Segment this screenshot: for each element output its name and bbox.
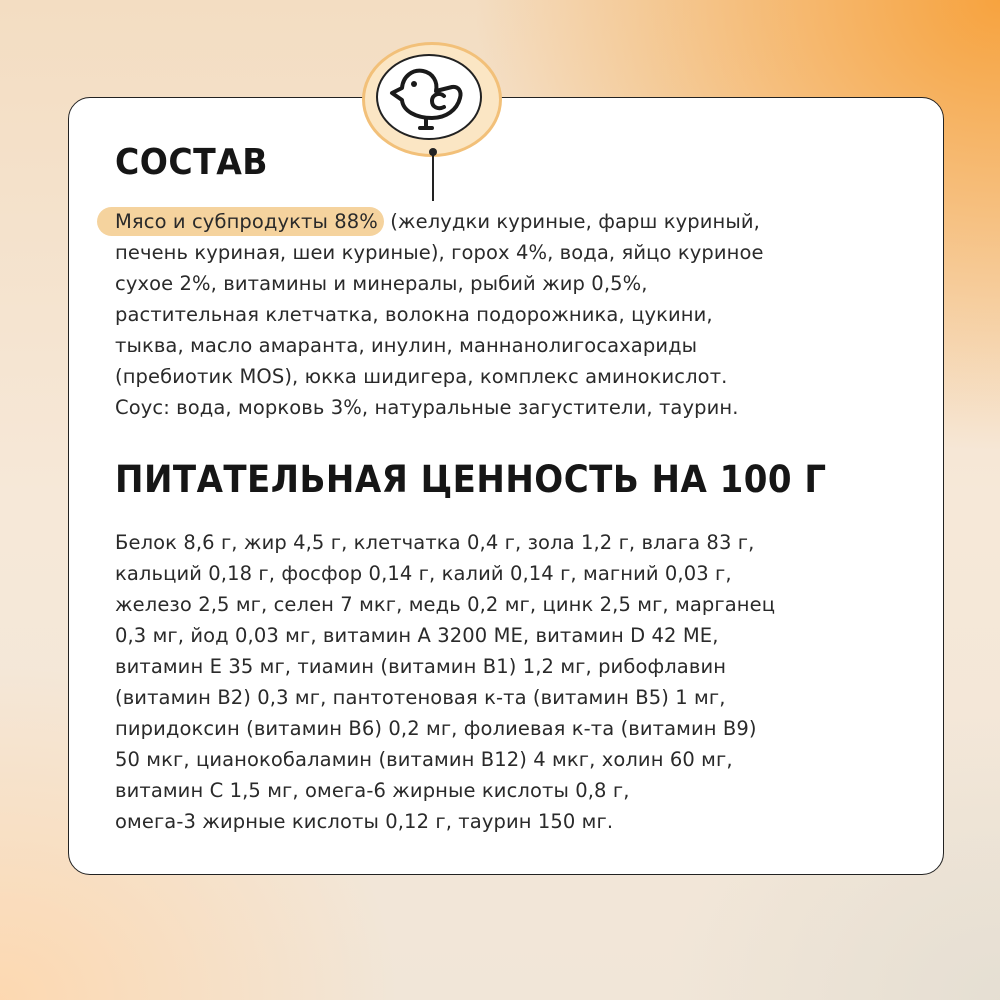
composition-line: растительная клетчатка, волокна подорожника, цукини,	[115, 303, 713, 326]
connector-line	[432, 153, 434, 201]
composition-text	[115, 206, 764, 423]
nutrition-line: витамин С 1,5 мг, омега-6 жирные кислоты 0,8 г,	[115, 779, 630, 802]
nutrition-title: ПИТАТЕЛЬНАЯ ЦЕННОСТЬ НА 100 Г	[115, 458, 827, 501]
composition-line-rest: (желудки куриные, фарш куриный,	[383, 210, 760, 233]
nutrition-line: 0,3 мг, йод 0,03 мг, витамин А 3200 МЕ, витамин D 42 МЕ,	[115, 624, 719, 647]
nutrition-line: (витамин В2) 0,3 мг, пантотеновая к-та (витамин В5) 1 мг,	[115, 686, 726, 709]
nutrition-line: омега-3 жирные кислоты 0,12 г, таурин 150 мг.	[115, 810, 614, 833]
nutrition-line: Белок 8,6 г, жир 4,5 г, клетчатка 0,4 г, зола 1,2 г, влага 83 г,	[115, 531, 755, 554]
nutrition-line: витамин Е 35 мг, тиамин (витамин В1) 1,2 мг, рибофлавин	[115, 655, 727, 678]
nutrition-line: 50 мкг, цианокобаламин (витамин В12) 4 мкг, холин 60 мг,	[115, 748, 733, 771]
chick-icon	[388, 60, 470, 134]
composition-line: Соус: вода, морковь 3%, натуральные загустители, таурин.	[115, 396, 739, 419]
highlight-meat-share: Мясо и субпродукты 88%	[97, 207, 384, 236]
composition-line: (пребиотик MOS), юкка шидигера, комплекс аминокислот.	[115, 365, 728, 388]
composition-line	[115, 206, 764, 237]
composition-line: печень куриная, шеи куриные), горох 4%, вода, яйцо куриное	[115, 241, 764, 264]
nutrition-line: пиридоксин (витамин В6) 0,2 мг, фолиевая к-та (витамин В9)	[115, 717, 757, 740]
composition-line: сухое 2%, витамины и минералы, рыбий жир 0,5%,	[115, 272, 648, 295]
nutrition-line: кальций 0,18 г, фосфор 0,14 г, калий 0,14 г, магний 0,03 г,	[115, 562, 732, 585]
nutrition-line: железо 2,5 мг, селен 7 мкг, медь 0,2 мг, цинк 2,5 мг, марганец	[115, 593, 776, 616]
composition-line: тыква, масло амаранта, инулин, маннанолигосахариды	[115, 334, 698, 357]
composition-title: СОСТАВ	[115, 142, 269, 183]
badge	[362, 42, 502, 157]
nutrition-text	[115, 527, 775, 837]
